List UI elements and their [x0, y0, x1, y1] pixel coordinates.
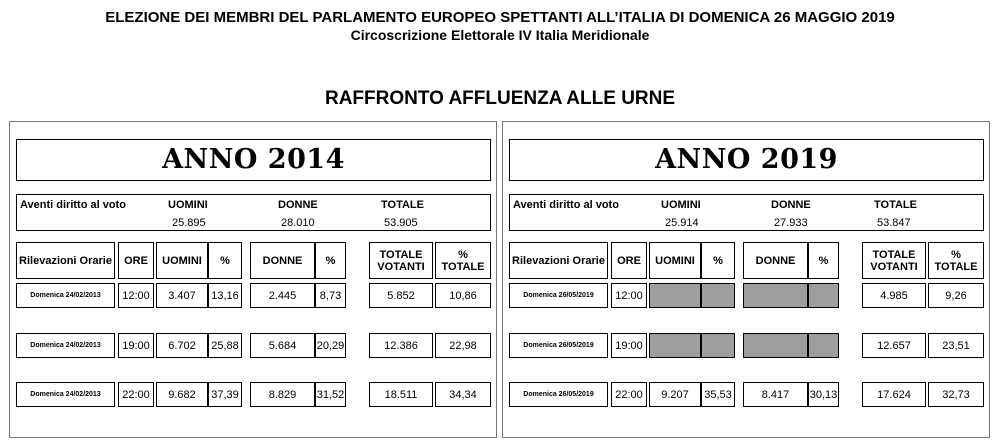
section-title: RAFFRONTO AFFLUENZA ALLE URNE — [324, 88, 676, 109]
empty-cell — [649, 333, 701, 358]
cell-date: Domenica 26/05/2019 — [509, 382, 608, 407]
head-pct-totale: % TOTALE — [435, 242, 491, 279]
empty-cell — [701, 283, 735, 308]
cell-ore: 19:00 — [611, 333, 647, 358]
empty-cell — [808, 283, 839, 308]
cell-pu: 25,88 — [208, 333, 242, 358]
cell-tot: 17.624 — [862, 382, 926, 407]
empty-cell — [743, 333, 808, 358]
cell-pt: 22,98 — [435, 333, 491, 358]
empty-cell — [808, 333, 839, 358]
cell-pu: 13,16 — [208, 283, 242, 308]
head-pct-donne: % — [808, 242, 839, 279]
head-rilevazioni: Rilevazioni Orarie — [509, 242, 608, 279]
cell-pd: 8,73 — [315, 283, 346, 308]
head-uomini: UOMINI — [649, 242, 701, 279]
cell-uomini: 9.682 — [156, 382, 208, 407]
aventi-box — [509, 194, 984, 231]
aventi-uomini-label: UOMINI — [661, 199, 701, 211]
aventi-donne-value: 28.010 — [281, 217, 315, 229]
cell-ore: 19:00 — [118, 333, 154, 358]
cell-uomini: 9.207 — [649, 382, 701, 407]
cell-date: Domenica 26/05/2019 — [509, 333, 608, 358]
head-rilevazioni: Rilevazioni Orarie — [16, 242, 115, 279]
cell-date: Domenica 24/02/2013 — [16, 333, 115, 358]
aventi-uomini-label: UOMINI — [168, 199, 208, 211]
year-title: ANNO 2014 — [16, 139, 491, 181]
aventi-label: Aventi diritto al voto — [20, 199, 126, 211]
aventi-totale-label: TOTALE — [874, 199, 917, 211]
aventi-donne-label: DONNE — [278, 199, 318, 211]
cell-uomini: 3.407 — [156, 283, 208, 308]
cell-ore: 22:00 — [118, 382, 154, 407]
cell-pd: 31,52 — [315, 382, 346, 407]
cell-pt: 10,86 — [435, 283, 491, 308]
aventi-totale-value: 53.847 — [877, 217, 911, 229]
cell-pt: 9,26 — [928, 283, 984, 308]
cell-tot: 4.985 — [862, 283, 926, 308]
cell-date: Domenica 24/02/2013 — [16, 283, 115, 308]
cell-ore: 12:00 — [611, 283, 647, 308]
cell-donne: 8.417 — [743, 382, 808, 407]
cell-donne: 2.445 — [250, 283, 315, 308]
head-donne: DONNE — [743, 242, 808, 279]
panel-2019 — [502, 121, 990, 438]
aventi-totale-value: 53.905 — [384, 217, 418, 229]
cell-pu: 35,53 — [701, 382, 735, 407]
aventi-box — [16, 194, 491, 231]
document-title: ELEZIONE DEI MEMBRI DEL PARLAMENTO EUROPEO SPETTANTI ALL’ITALIA DI DOMENICA 26 MAGGIO 2019 — [105, 9, 895, 26]
aventi-totale-label: TOTALE — [381, 199, 424, 211]
head-totale-votanti: TOTALE VOTANTI — [369, 242, 433, 279]
head-pct-donne: % — [315, 242, 346, 279]
head-pct-uomini: % — [701, 242, 735, 279]
aventi-label: Aventi diritto al voto — [513, 199, 619, 211]
aventi-uomini-value: 25.895 — [172, 217, 206, 229]
empty-cell — [743, 283, 808, 308]
cell-pt: 32,73 — [928, 382, 984, 407]
empty-cell — [649, 283, 701, 308]
cell-uomini: 6.702 — [156, 333, 208, 358]
cell-ore: 22:00 — [611, 382, 647, 407]
head-totale-votanti: TOTALE VOTANTI — [862, 242, 926, 279]
cell-donne: 8.829 — [250, 382, 315, 407]
cell-pt: 23,51 — [928, 333, 984, 358]
head-ore: ORE — [611, 242, 647, 279]
cell-donne: 5.684 — [250, 333, 315, 358]
head-donne: DONNE — [250, 242, 315, 279]
cell-pd: 20,29 — [315, 333, 346, 358]
cell-ore: 12:00 — [118, 283, 154, 308]
empty-cell — [701, 333, 735, 358]
year-title: ANNO 2019 — [509, 139, 984, 181]
head-pct-uomini: % — [208, 242, 242, 279]
cell-date: Domenica 26/05/2019 — [509, 283, 608, 308]
cell-tot: 5.852 — [369, 283, 433, 308]
head-pct-totale: % TOTALE — [928, 242, 984, 279]
cell-pu: 37,39 — [208, 382, 242, 407]
aventi-donne-label: DONNE — [771, 199, 811, 211]
cell-pd: 30,13 — [808, 382, 839, 407]
aventi-donne-value: 27.933 — [774, 217, 808, 229]
cell-pt: 34,34 — [435, 382, 491, 407]
head-ore: ORE — [118, 242, 154, 279]
cell-tot: 18.511 — [369, 382, 433, 407]
cell-tot: 12.386 — [369, 333, 433, 358]
cell-date: Domenica 24/02/2013 — [16, 382, 115, 407]
panel-2014 — [9, 121, 497, 438]
head-uomini: UOMINI — [156, 242, 208, 279]
document-subtitle: Circoscrizione Elettorale IV Italia Meridionale — [350, 27, 650, 43]
cell-tot: 12.657 — [862, 333, 926, 358]
aventi-uomini-value: 25.914 — [665, 217, 699, 229]
